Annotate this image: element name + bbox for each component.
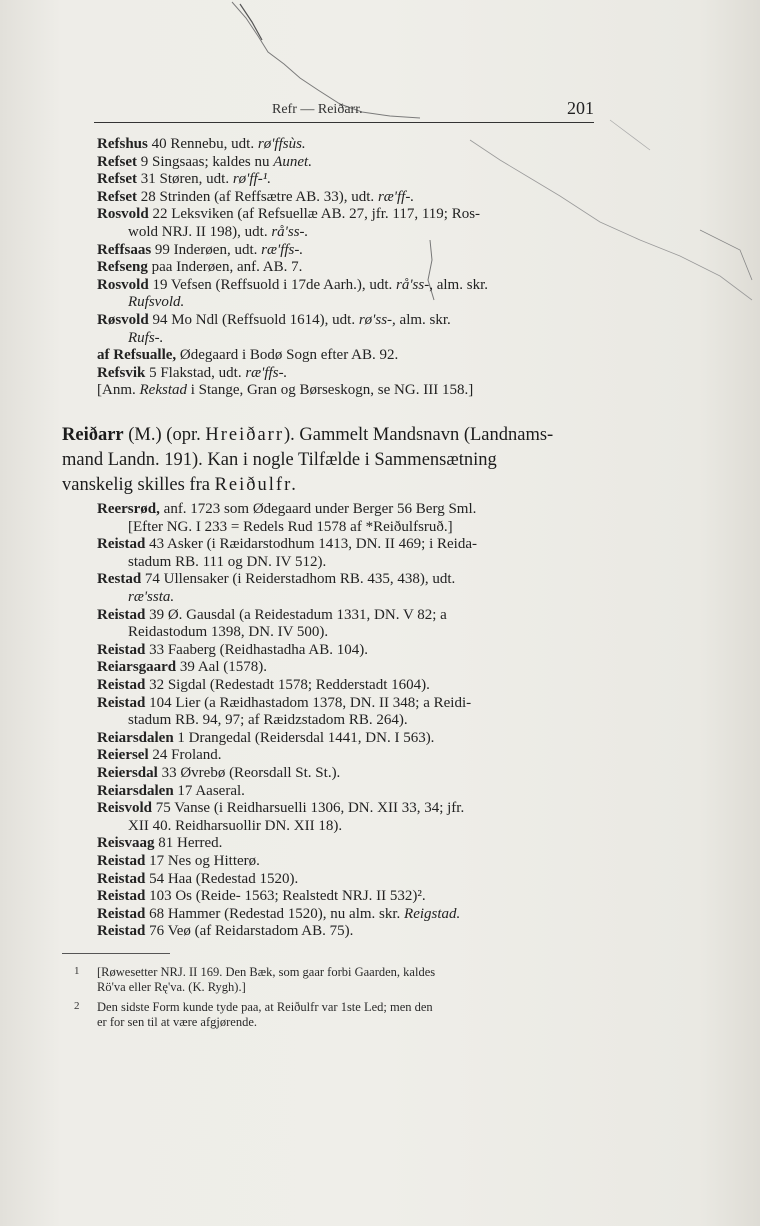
headword: Refset [97,188,137,205]
entry-text: 54 Haa (Redestad 1520). [145,870,299,887]
entry-text: 19 Vefsen (Reffsuold i 17de Aarh.), udt. [148,276,397,293]
entry-line [97,189,414,206]
footnote-rule [62,953,170,954]
headword: Reisvaag [97,835,155,852]
entry-line [128,712,408,729]
pronunciation: Reigstad. [404,905,461,922]
entry-line [97,242,303,259]
headword: Reersrød, [97,501,160,517]
entry-line [97,154,312,171]
entry-line [97,871,298,888]
entry-line [97,206,480,223]
pronunciation: rå'ss-. [271,224,309,240]
headword: Reffsaas [97,241,152,258]
entry-text: 24 Froland. [148,747,222,764]
headword: Reistad [97,853,146,869]
headword: Røsvold [97,312,149,328]
entry-line [97,171,271,188]
entry-line [97,783,245,800]
entry-line [97,765,340,782]
entry-text: 5 Flakstad, udt. [145,364,246,381]
entry-line [128,589,174,606]
headword: Reistad [97,641,146,658]
pronunciation: ræ'ffs-. [245,364,288,381]
entry-line [97,642,368,659]
headword: Reistad [97,888,146,905]
entry-text: 43 Asker (i Ræidarstodhum 1413, DN. II 469; i Reida- [145,536,477,553]
section-text-1a: (M.) (opr. [123,425,206,445]
entry-line [97,382,473,399]
headword: Reiersel [97,747,149,764]
section-text-1b: ). Gammelt Mandsnavn (Landnams- [284,425,554,445]
pronunciation: ræ'ffs-. [261,241,304,258]
headword: Refsvik [97,364,146,381]
entry-line [97,800,464,817]
pronunciation: ræ'ff-. [377,188,415,205]
entry-text: 31 Støren, udt. [136,171,233,188]
entry-text: 22 Leksviken (af Refsuellæ AB. 27, jfr. 117, 119; Ros- [148,206,481,223]
entry-text: stadum RB. 111 og DN. IV 512). [128,553,327,570]
entry-line [128,224,308,241]
running-title: Refr — Reiðarr. [272,102,363,117]
entry-line [97,906,460,923]
entry-text: 68 Hammer (Redestad 1520), nu alm. skr. [145,905,405,922]
entry-text: 81 Herred. [154,835,223,852]
entry-line [97,259,302,276]
entry-text: 76 Veø (af Reidarstadom AB. 75). [145,923,354,940]
entry-line [97,695,471,712]
entry-text: 17 Nes og Hitterø. [145,853,260,869]
headword: Reisvold [97,800,153,817]
entry-text: 1 Drangedal (Reidersdal 1441, DN. I 563). [173,729,435,746]
pronunciation: rå'ss- [396,276,430,293]
entry-text-after: , alm. skr. [429,276,488,293]
section-heading-line-2: mand Landn. 191). Kan i nogle Tilfælde i Sammensætning [62,450,497,470]
entry-line [97,888,426,905]
entry-line [97,853,260,870]
entry-text: 32 Sigdal (Redestadt 1578; Redderstadt 1604). [145,677,430,693]
entry-line [97,136,306,153]
pronunciation: Aunet. [273,153,312,170]
headword: af Refsualle, [97,347,177,364]
entry-text: 33 Øvrebø (Reorsdall St. St.). [157,765,341,781]
entry-text: 39 Ø. Gausdal (a Reidestadum 1331, DN. V 82; a [145,606,447,623]
entry-line [97,501,476,518]
entry-line [128,554,326,571]
headword: Rosvold [97,276,149,293]
headword: Refset [97,171,137,188]
entry-line [97,730,434,747]
pronunciation: ræ'ssta. [128,589,175,605]
headword: Reistad [97,923,146,940]
headword: Reiersdal [97,765,158,781]
footnote-line: er for sen til at være afgjørende. [97,1015,258,1029]
entry-line [97,347,398,364]
entry-line [97,747,222,764]
entry-line [97,312,451,329]
entry-line [97,277,488,294]
entry-text: 28 Strinden (af Reffsætre AB. 33), udt. [136,188,378,205]
entry-text: 40 Rennebu, udt. [147,136,258,152]
section-heading-line-3 [62,474,298,496]
headword: Reistad [97,536,146,553]
headword: Reiarsgaard [97,659,177,676]
entry-line [97,365,287,382]
entry-text: [Anm. [97,382,140,399]
headword: Reistad [97,905,146,922]
entry-line [128,519,453,536]
entry-text-after: , alm. skr. [392,312,451,328]
pronunciation: rø'ffsùs. [257,136,306,152]
entry-line [97,835,222,852]
headword: Refseng [97,259,148,276]
page-number: 201 [567,98,594,118]
section-heading-line-1 [62,424,553,446]
entry-line [97,659,267,676]
entry-line [128,624,328,641]
footnote-number: 2 [74,1000,80,1012]
entry-line [97,677,430,694]
entry-text: [Efter NG. I 233 = Redels Rud 1578 af *Reiðulfsruð.] [128,518,453,535]
pronunciation: Rekstad [139,382,187,399]
entry-text: 74 Ullensaker (i Reiderstadhom RB. 435, 438), udt. [141,571,456,588]
entry-text: paa Inderøen, anf. AB. 7. [147,259,303,276]
entry-text: wold NRJ. II 198), udt. [128,224,272,240]
entry-line [128,818,342,835]
pronunciation: Rufsvold. [128,294,185,311]
headword: Reistad [97,606,146,623]
pronunciation: rø'ss- [358,312,393,328]
footnote-number: 1 [74,965,80,977]
entry-text: 33 Faaberg (Reidhastadha AB. 104). [145,641,368,658]
entry-text: 103 Os (Reide- 1563; Realstedt NRJ. II 532)². [145,888,426,905]
page-header [94,98,594,123]
headword: Reiarsdalen [97,729,174,746]
headword: Reistad [97,677,146,693]
entry-text: 9 Singsaas; kaldes nu [136,153,274,170]
headword: Refshus [97,136,148,152]
section-spaced-form-2: Reiðulfr. [214,475,298,495]
pronunciation: Rufs-. [128,329,164,346]
entry-text: 75 Vanse (i Reidharsuelli 1306, DN. XII 33, 34; jfr. [152,800,465,817]
headword: Rosvold [97,206,149,223]
headword: Reiarsdalen [97,782,174,799]
entry-line [97,571,455,588]
entry-text: 39 Aal (1578). [176,659,267,676]
entry-line [128,330,163,347]
headword: Reistad [97,870,146,887]
section-headword: Reiðarr [62,425,124,445]
entry-text: anf. 1723 som Ødegaard under Berger 56 Berg Sml. [159,501,477,517]
section-spaced-form: Hreiðarr [205,425,284,445]
entry-line [128,294,184,311]
footnote-line: [Røwesetter NRJ. II 169. Den Bæk, som gaar forbi Gaarden, kaldes [97,965,436,979]
footnote-line: Rö'va eller Rę'va. (K. Rygh).] [97,980,246,994]
entry-text-after: i Stange, Gran og Børseskogn, se NG. III 158.] [186,382,474,399]
entry-line [97,923,353,940]
headword: Refset [97,153,137,170]
headword: Reistad [97,694,146,711]
entry-text: XII 40. Reidharsuollir DN. XII 18). [128,817,343,834]
section-text-3a: vanskelig skilles fra [62,475,215,495]
entry-text: 94 Mo Ndl (Reffsuold 1614), udt. [148,312,359,328]
entry-line [97,536,477,553]
headword: Restad [97,571,142,588]
entry-text: 104 Lier (a Ræidhastadom 1378, DN. II 348; a Reidi- [145,694,472,711]
entry-text: 17 Aaseral. [173,782,245,799]
footnote-line: Den sidste Form kunde tyde paa, at Reiðulfr var 1ste Led; men den [97,1000,433,1014]
entry-text: 99 Inderøen, udt. [151,241,262,258]
entry-text: Reidastodum 1398, DN. IV 500). [128,624,329,641]
entry-text: stadum RB. 94, 97; af Ræidzstadom RB. 264). [128,712,408,729]
entry-line [97,607,447,624]
pronunciation: rø'ff-¹. [232,171,271,188]
entry-text: Ødegaard i Bodø Sogn efter AB. 92. [176,347,399,364]
